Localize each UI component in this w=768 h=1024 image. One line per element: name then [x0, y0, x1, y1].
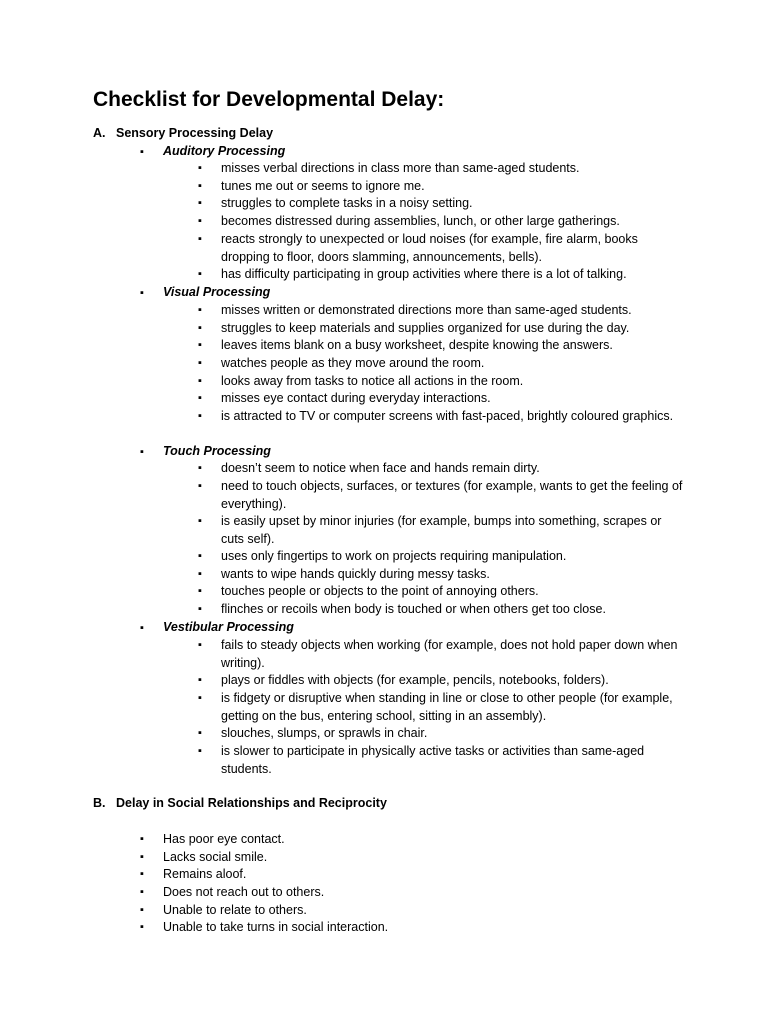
bullet-icon: ▪ [198, 268, 202, 280]
list-item: struggles to complete tasks in a noisy setting. [221, 196, 473, 210]
page-title: Checklist for Developmental Delay: [93, 88, 445, 111]
list-item: tunes me out or seems to ignore me. [221, 179, 425, 193]
bullet-icon: ▪ [198, 197, 202, 209]
section-a-heading [93, 126, 273, 140]
list-item: struggles to keep materials and supplies organized for use during the day. [221, 321, 630, 335]
bullet-icon: ▪ [198, 410, 202, 422]
bullet-icon: ▪ [198, 304, 202, 316]
list-item: Lacks social smile. [163, 850, 268, 864]
section-a-letter: A. [93, 126, 106, 140]
section-b-letter: B. [93, 796, 106, 810]
bullet-icon: ▪ [198, 515, 202, 527]
bullet-icon: ▪ [198, 392, 202, 404]
bullet-icon: ▪ [140, 287, 144, 299]
bullet-icon: ▪ [140, 886, 144, 898]
list-item: slouches, slumps, or sprawls in chair. [221, 726, 428, 740]
bullet-icon: ▪ [140, 851, 144, 863]
list-item: becomes distressed during assemblies, lunch, or other large gatherings. [221, 214, 620, 228]
bullet-icon: ▪ [198, 692, 202, 704]
list-item: watches people as they move around the room. [221, 356, 485, 370]
bullet-icon: ▪ [198, 233, 202, 245]
bullet-icon: ▪ [198, 462, 202, 474]
list-item: need to touch objects, surfaces, or textures (for example, wants to get the feeling of everything). [221, 479, 683, 511]
list-item: is attracted to TV or computer screens with fast-paced, brightly coloured graphics. [221, 409, 674, 423]
section-b-label: Delay in Social Relationships and Reciprocity [116, 796, 387, 810]
bullet-icon: ▪ [198, 322, 202, 334]
list-item: Remains aloof. [163, 867, 247, 881]
bullet-icon: ▪ [198, 180, 202, 192]
bullet-icon: ▪ [198, 727, 202, 739]
bullet-icon: ▪ [198, 375, 202, 387]
bullet-icon: ▪ [198, 357, 202, 369]
section-b-heading [93, 796, 387, 810]
bullet-icon: ▪ [198, 162, 202, 174]
auditory-label: Auditory Processing [163, 144, 286, 158]
section-a-label: Sensory Processing Delay [116, 126, 274, 140]
bullet-icon: ▪ [198, 603, 202, 615]
list-item: flinches or recoils when body is touched or when others get too close. [221, 602, 606, 616]
list-item: uses only fingertips to work on projects requiring manipulation. [221, 549, 567, 563]
list-item: plays or fiddles with objects (for example, pencils, notebooks, folders). [221, 673, 609, 687]
bullet-icon: ▪ [198, 674, 202, 686]
list-item: Does not reach out to others. [163, 885, 325, 899]
list-item: misses verbal directions in class more than same-aged students. [221, 161, 580, 175]
list-item: touches people or objects to the point of annoying others. [221, 584, 539, 598]
bullet-icon: ▪ [198, 339, 202, 351]
list-item: misses eye contact during everyday interactions. [221, 391, 491, 405]
list-item: is fidgety or disruptive when standing in line or close to other people (for example, getting on the bus, entering school, sitting in an assembly). [221, 691, 673, 723]
list-item: doesn’t seem to notice when face and hands remain dirty. [221, 461, 540, 475]
bullet-icon: ▪ [198, 745, 202, 757]
list-item: is easily upset by minor injuries (for example, bumps into something, scrapes or cuts self). [221, 514, 662, 546]
visual-label: Visual Processing [163, 285, 271, 299]
list-item: wants to wipe hands quickly during messy tasks. [221, 567, 490, 581]
bullet-icon: ▪ [198, 550, 202, 562]
list-item: fails to steady objects when working (for example, does not hold paper down when writing). [221, 638, 678, 670]
bullet-icon: ▪ [140, 868, 144, 880]
bullet-icon: ▪ [198, 639, 202, 651]
bullet-icon: ▪ [140, 921, 144, 933]
vestibular-label: Vestibular Processing [163, 620, 294, 634]
bullet-icon: ▪ [140, 146, 144, 158]
bullet-icon: ▪ [198, 568, 202, 580]
bullet-icon: ▪ [198, 215, 202, 227]
bullet-icon: ▪ [140, 446, 144, 458]
bullet-icon: ▪ [140, 904, 144, 916]
list-item: is slower to participate in physically active tasks or activities than same-aged students. [221, 744, 645, 776]
bullet-icon: ▪ [198, 585, 202, 597]
bullet-icon: ▪ [198, 480, 202, 492]
bullet-icon: ▪ [140, 833, 144, 845]
list-item: looks away from tasks to notice all actions in the room. [221, 374, 524, 388]
list-item: Has poor eye contact. [163, 832, 285, 846]
bullet-icon: ▪ [140, 622, 144, 634]
list-item: Unable to take turns in social interaction. [163, 920, 389, 934]
touch-label: Touch Processing [163, 444, 271, 458]
list-item: has difficulty participating in group activities where there is a lot of talking. [221, 267, 627, 281]
list-item: leaves items blank on a busy worksheet, despite knowing the answers. [221, 338, 613, 352]
list-item: misses written or demonstrated directions more than same-aged students. [221, 303, 632, 317]
list-item: Unable to relate to others. [163, 903, 307, 917]
list-item: reacts strongly to unexpected or loud noises (for example, fire alarm, books dropping to floor, doors slamming, announcements, bells). [221, 232, 638, 264]
